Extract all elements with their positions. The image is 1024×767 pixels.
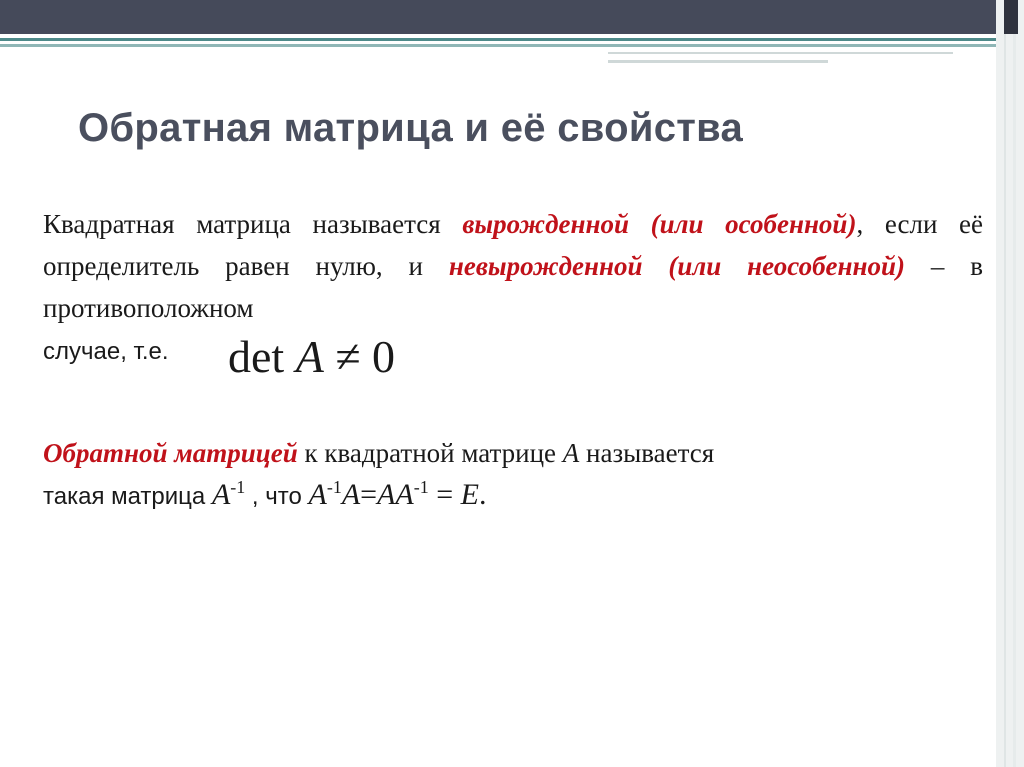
matrix-symbol: A: [341, 478, 361, 511]
equals: =: [428, 478, 461, 511]
term-nonsingular: невырожденной (или неособенной): [448, 251, 906, 281]
text: случае, т.е.: [43, 338, 169, 365]
matrix-symbol: A: [308, 478, 327, 511]
frame-line: [1004, 0, 1006, 767]
text: – в противоположном: [43, 251, 984, 323]
matrix-symbol: AA: [377, 478, 414, 511]
definition-paragraph: [43, 203, 983, 373]
inverse-formula: [212, 478, 487, 511]
matrix-symbol: A: [211, 478, 231, 511]
determinant-formula: [228, 330, 395, 383]
frame-corner: [1004, 0, 1018, 34]
inverse-definition-paragraph: [43, 432, 983, 518]
term-singular: вырожденной (или особенной): [462, 209, 857, 239]
identity-symbol: E: [460, 478, 479, 511]
text: называется: [579, 438, 715, 468]
matrix-symbol: A: [562, 438, 580, 468]
not-equal-zero: ≠ 0: [323, 331, 396, 382]
text: , что: [245, 483, 309, 510]
equals: =: [360, 478, 378, 511]
top-bar: [0, 0, 1024, 34]
accent-line: [608, 52, 953, 54]
superscript: -1: [230, 477, 246, 497]
light-teal-stripe: [0, 44, 1000, 47]
superscript: -1: [326, 477, 342, 497]
slide-title: Обратная матрица и её свойства: [78, 106, 744, 150]
text: , если её определитель равен нулю, и: [43, 209, 983, 281]
det-label: det: [228, 331, 296, 382]
period: .: [479, 478, 487, 511]
teal-stripe: [0, 38, 1000, 41]
superscript: -1: [413, 477, 429, 497]
term-inverse: Обратной матрицей: [43, 438, 298, 468]
right-frame: [996, 0, 1024, 767]
accent-line: [608, 60, 828, 63]
frame-line: [1013, 0, 1016, 767]
text: Квадратная матрица называется: [43, 209, 463, 239]
text: к квадратной матрице: [297, 438, 563, 468]
text: такая матрица: [43, 483, 212, 510]
matrix-symbol: A: [295, 331, 324, 382]
